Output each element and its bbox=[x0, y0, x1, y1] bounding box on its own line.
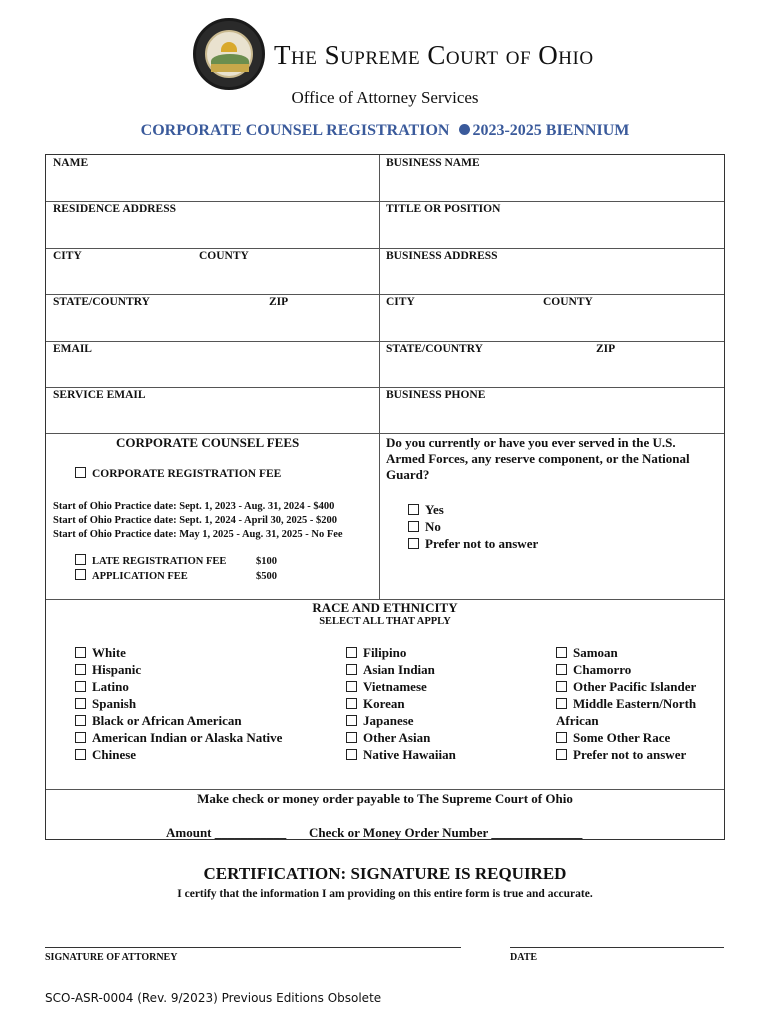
application-fee-label: APPLICATION FEE bbox=[92, 571, 188, 582]
military-question: Do you currently or have you ever served in the U.S. Armed Forces, any reserve component, or the National Guard? bbox=[386, 435, 690, 482]
biennium-text: 2023-2025 BIENNIUM bbox=[472, 122, 630, 139]
checkbox-icon[interactable] bbox=[75, 647, 86, 658]
office-name: Office of Attorney Services bbox=[291, 88, 479, 107]
race-option[interactable] bbox=[75, 695, 282, 712]
race-label: Spanish bbox=[92, 696, 137, 711]
business-city-field[interactable]: CITY bbox=[386, 296, 415, 308]
registration-form-grid bbox=[45, 154, 725, 840]
late-fee-label: LATE REGISTRATION FEE bbox=[92, 556, 227, 567]
additional-fees bbox=[75, 554, 277, 584]
race-option[interactable] bbox=[75, 678, 282, 695]
checkbox-icon[interactable] bbox=[556, 681, 567, 692]
checkbox-icon[interactable] bbox=[346, 749, 357, 760]
checkbox-icon[interactable] bbox=[75, 732, 86, 743]
application-fee-option[interactable] bbox=[75, 569, 277, 584]
checkbox-icon[interactable] bbox=[408, 521, 419, 532]
checkbox-icon[interactable] bbox=[556, 749, 567, 760]
form-title-text: CORPORATE COUNSEL REGISTRATION bbox=[140, 122, 450, 139]
checkbox-icon[interactable] bbox=[556, 647, 567, 658]
county-field[interactable]: COUNTY bbox=[199, 250, 249, 262]
checkbox-icon[interactable] bbox=[346, 664, 357, 675]
option-label: Yes bbox=[425, 502, 444, 517]
residence-address-field[interactable]: RESIDENCE ADDRESS bbox=[53, 203, 177, 215]
city-field[interactable]: CITY bbox=[53, 250, 82, 262]
race-option[interactable] bbox=[346, 661, 456, 678]
checkbox-icon[interactable] bbox=[75, 749, 86, 760]
checkbox-icon[interactable] bbox=[75, 467, 86, 478]
race-label: Hispanic bbox=[92, 662, 142, 677]
checkbox-icon[interactable] bbox=[75, 569, 86, 580]
race-subheading: SELECT ALL THAT APPLY bbox=[319, 616, 451, 627]
business-zip-field[interactable]: ZIP bbox=[596, 343, 616, 355]
fees-heading: CORPORATE COUNSEL FEES bbox=[116, 435, 300, 450]
state-country-field[interactable]: STATE/COUNTRY bbox=[53, 296, 150, 308]
business-county-field[interactable]: COUNTY bbox=[543, 296, 593, 308]
checkbox-icon[interactable] bbox=[75, 554, 86, 565]
service-email-field[interactable]: SERVICE EMAIL bbox=[53, 389, 146, 401]
race-label: Black or African American bbox=[92, 713, 242, 728]
race-option[interactable] bbox=[556, 678, 696, 695]
race-label: Samoan bbox=[573, 645, 618, 660]
checkbox-icon[interactable] bbox=[75, 664, 86, 675]
checkbox-icon[interactable] bbox=[408, 504, 419, 515]
race-option[interactable] bbox=[75, 644, 282, 661]
race-option[interactable] bbox=[346, 746, 456, 763]
checkbox-icon[interactable] bbox=[346, 681, 357, 692]
race-label: Chamorro bbox=[573, 662, 632, 677]
practice-dates bbox=[53, 500, 343, 542]
race-option[interactable] bbox=[75, 746, 282, 763]
certification-text: I certify that the information I am providing on this entire form is true and accurate. bbox=[177, 888, 593, 900]
application-fee-amount: $500 bbox=[256, 571, 277, 582]
practice-date-3: Start of Ohio Practice date: May 1, 2025 - Aug. 31, 2025 - No Fee bbox=[53, 529, 343, 540]
name-field[interactable]: NAME bbox=[53, 157, 89, 169]
race-label: American Indian or Alaska Native bbox=[92, 730, 283, 745]
signature-label: SIGNATURE OF ATTORNEY bbox=[45, 952, 178, 963]
date-line[interactable] bbox=[510, 947, 724, 948]
business-name-field[interactable]: BUSINESS NAME bbox=[386, 157, 480, 169]
supreme-court-seal bbox=[193, 18, 265, 90]
business-phone-field[interactable]: BUSINESS PHONE bbox=[386, 389, 486, 401]
race-label: White bbox=[92, 645, 126, 660]
race-option-continuation: African bbox=[556, 713, 599, 728]
late-fee-option[interactable] bbox=[75, 554, 277, 569]
race-label: Middle Eastern/North bbox=[573, 696, 697, 711]
race-option[interactable] bbox=[556, 644, 696, 661]
late-fee-amount: $100 bbox=[256, 556, 277, 567]
business-address-field[interactable]: BUSINESS ADDRESS bbox=[386, 250, 498, 262]
race-option[interactable] bbox=[75, 712, 282, 729]
form-title bbox=[0, 122, 770, 140]
race-label: Vietnamese bbox=[363, 679, 427, 694]
signature-line[interactable] bbox=[45, 947, 461, 948]
checkbox-icon[interactable] bbox=[346, 647, 357, 658]
race-option[interactable] bbox=[346, 712, 456, 729]
race-option[interactable] bbox=[556, 661, 696, 678]
race-heading: RACE AND ETHNICITY bbox=[312, 600, 458, 615]
amount-field[interactable]: Amount ___________ bbox=[166, 825, 287, 840]
race-label: Some Other Race bbox=[573, 730, 671, 745]
military-option-prefer-not[interactable] bbox=[408, 535, 538, 552]
bullet-icon bbox=[459, 124, 470, 135]
race-label: Chinese bbox=[92, 747, 137, 762]
race-option[interactable] bbox=[346, 695, 456, 712]
title-position-field[interactable]: TITLE OR POSITION bbox=[386, 203, 501, 215]
military-option-no[interactable] bbox=[408, 518, 538, 535]
checkbox-icon[interactable] bbox=[75, 698, 86, 709]
race-option[interactable] bbox=[75, 661, 282, 678]
option-label: No bbox=[425, 519, 441, 534]
checkbox-icon[interactable] bbox=[346, 698, 357, 709]
race-option[interactable] bbox=[556, 695, 696, 712]
email-field[interactable]: EMAIL bbox=[53, 343, 92, 355]
race-label: Native Hawaiian bbox=[363, 747, 456, 762]
race-option[interactable] bbox=[556, 746, 696, 763]
checkbox-icon[interactable] bbox=[556, 732, 567, 743]
court-title: The Supreme Court of Ohio bbox=[274, 40, 594, 70]
checkbox-icon[interactable] bbox=[346, 732, 357, 743]
certification-title: CERTIFICATION: SIGNATURE IS REQUIRED bbox=[203, 864, 567, 883]
military-option-yes[interactable] bbox=[408, 501, 538, 518]
race-label: Prefer not to answer bbox=[573, 747, 687, 762]
checkbox-icon[interactable] bbox=[75, 715, 86, 726]
race-column-3 bbox=[556, 644, 696, 763]
race-option[interactable] bbox=[346, 644, 456, 661]
option-label: Prefer not to answer bbox=[425, 536, 539, 551]
race-column-2 bbox=[346, 644, 456, 763]
registration-fee-label: CORPORATE REGISTRATION FEE bbox=[92, 468, 282, 480]
practice-date-1: Start of Ohio Practice date: Sept. 1, 2023 - Aug. 31, 2024 - $400 bbox=[53, 501, 335, 512]
date-label: DATE bbox=[510, 952, 538, 963]
practice-date-2: Start of Ohio Practice date: Sept. 1, 2024 - April 30, 2025 - $200 bbox=[53, 515, 338, 526]
race-label: Korean bbox=[363, 696, 405, 711]
registration-fee-option[interactable] bbox=[75, 467, 281, 480]
zip-field[interactable]: ZIP bbox=[269, 296, 289, 308]
race-option[interactable] bbox=[346, 729, 456, 746]
race-label: Filipino bbox=[363, 645, 407, 660]
checkbox-icon[interactable] bbox=[346, 715, 357, 726]
payment-instruction: Make check or money order payable to The Supreme Court of Ohio bbox=[197, 791, 573, 806]
race-label: Latino bbox=[92, 679, 129, 694]
military-options bbox=[408, 501, 538, 552]
race-option[interactable] bbox=[556, 729, 696, 746]
check-number-field[interactable]: Check or Money Order Number ______________ bbox=[309, 825, 583, 840]
race-option[interactable] bbox=[346, 678, 456, 695]
race-label: Other Pacific Islander bbox=[573, 679, 697, 694]
checkbox-icon[interactable] bbox=[75, 681, 86, 692]
checkbox-icon[interactable] bbox=[408, 538, 419, 549]
business-state-country-field[interactable]: STATE/COUNTRY bbox=[386, 343, 483, 355]
form-footer: SCO-ASR-0004 (Rev. 9/2023) Previous Editions Obsolete bbox=[45, 991, 382, 1005]
race-option[interactable] bbox=[75, 729, 282, 746]
checkbox-icon[interactable] bbox=[556, 698, 567, 709]
checkbox-icon[interactable] bbox=[556, 664, 567, 675]
race-label: Asian Indian bbox=[363, 662, 435, 677]
race-label: Japanese bbox=[363, 713, 414, 728]
race-column-1 bbox=[75, 644, 282, 763]
race-label: Other Asian bbox=[363, 730, 431, 745]
